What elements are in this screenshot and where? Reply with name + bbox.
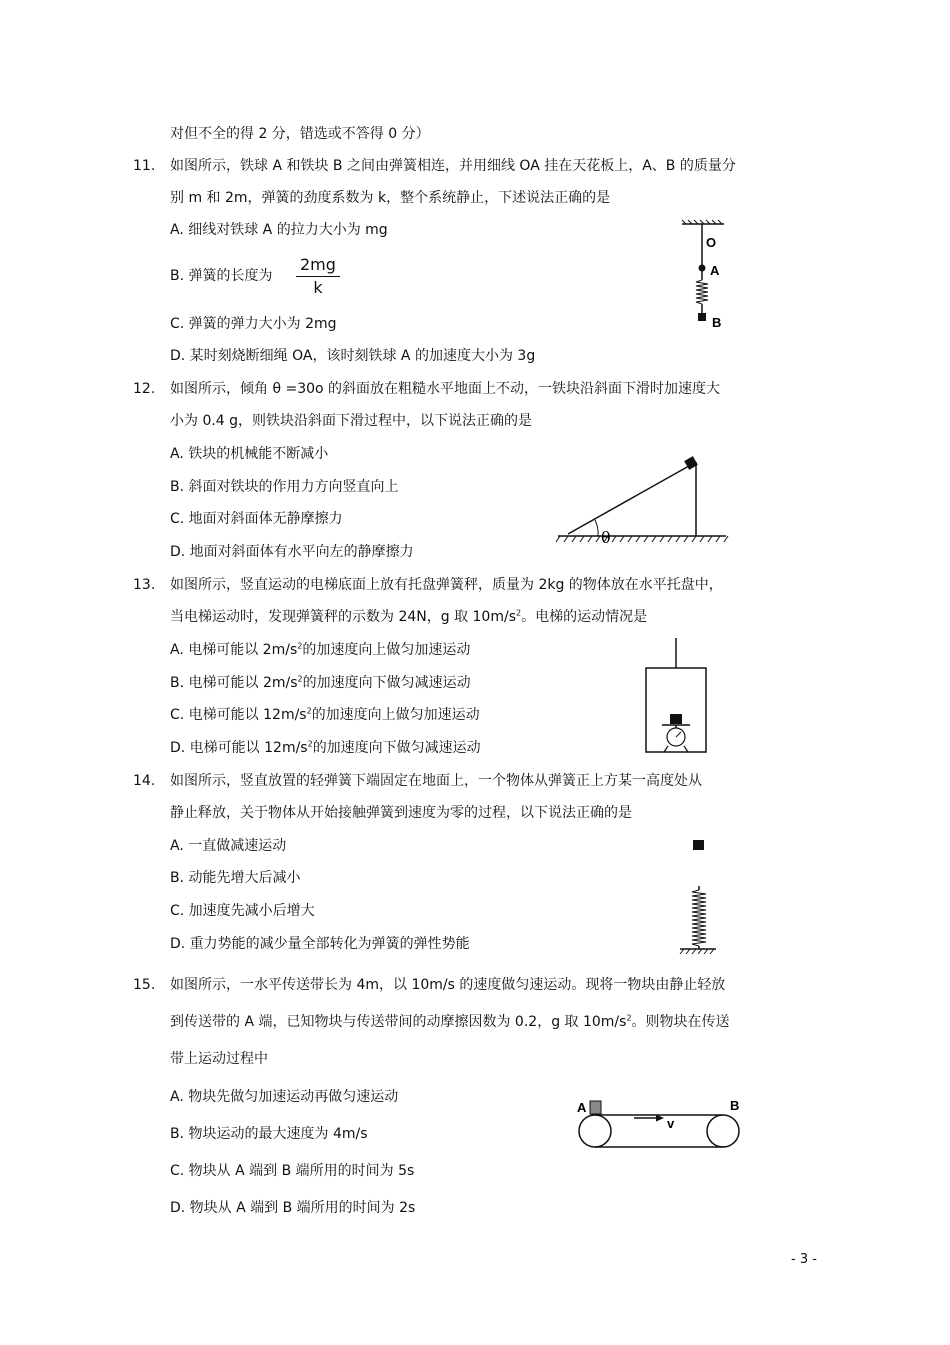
q15-option-b: B. 物块运动的最大速度为 4m/s <box>170 1126 368 1142</box>
q11-figure <box>680 220 740 335</box>
q15-option-a: A. 物块先做匀加速运动再做匀速运动 <box>170 1089 399 1105</box>
q11-label-b: B <box>712 315 722 330</box>
q11-stem-line2: 别 m 和 2m，弹簧的劲度系数为 k，整个系统静止，下述说法正确的是 <box>170 190 611 206</box>
q13-figure <box>644 638 708 756</box>
q11-option-b-fraction <box>296 254 340 299</box>
q12-stem-line1: 如图所示，倾角 θ =30o 的斜面放在粗糙水平地面上不动，一铁块沿斜面下滑时加速度大 <box>170 381 721 397</box>
page-number: - 3 - <box>791 1252 817 1267</box>
q11-number: 11. <box>133 158 156 174</box>
q14-stem-line1: 如图所示，竖直放置的轻弹簧下端固定在地面上，一个物体从弹簧正上方某一高度处从 <box>170 773 702 789</box>
q15-stem-line2: 到传送带的 A 端，已知物块与传送带间的动摩擦因数为 0.2，g 取 $10m/s^2$。则物块在传送 <box>170 1013 730 1030</box>
q15-stem-line1: 如图所示，一水平传送带长为 4m，以 10m/s 的速度做匀速运动。现将一物块由静止轻放 <box>170 977 726 993</box>
q15-number: 15. <box>133 977 156 993</box>
q11-option-a: A. 细线对铁球 A 的拉力大小为 mg <box>170 222 388 238</box>
q14-stem-line2: 静止释放，关于物体从开始接触弹簧到速度为零的过程，以下说法正确的是 <box>170 805 632 821</box>
q14-figure <box>676 838 720 958</box>
q15-label-v: v <box>667 1116 675 1131</box>
q12-option-a: A. 铁块的机械能不断减小 <box>170 446 329 462</box>
q15-label-b: B <box>730 1098 740 1113</box>
q12-option-d: D. 地面对斜面体有水平向左的静摩擦力 <box>170 544 414 560</box>
q14-option-a: A. 一直做减速运动 <box>170 838 287 854</box>
q11-option-d: D. 某时刻烧断细绳 OA，该时刻铁球 A 的加速度大小为 3g <box>170 348 536 364</box>
q13-number: 13. <box>133 577 156 593</box>
q12-option-c: C. 地面对斜面体无静摩擦力 <box>170 511 343 527</box>
q15-figure <box>574 1096 744 1152</box>
intro-line: 对但不全的得 2 分，错选或不答得 0 分） <box>170 126 430 142</box>
q14-option-d: D. 重力势能的减少量全部转化为弹簧的弹性势能 <box>170 936 470 952</box>
q11-option-c: C. 弹簧的弹力大小为 2mg <box>170 316 337 332</box>
fraction-numerator: 2mg <box>296 254 340 277</box>
q12-number: 12. <box>133 381 156 397</box>
q13-option-d: D. 电梯可能以 $12m/s^2$的加速度向下做匀减速运动 <box>170 739 481 756</box>
q11-stem-line1: 如图所示，铁球 A 和铁块 B 之间由弹簧相连，并用细线 OA 挂在天花板上，A、B 的质量分 <box>170 158 736 174</box>
q13-stem-line2: 当电梯运动时，发现弹簧秤的示数为 24N，g 取 $10m/s^2$。电梯的运动情况是 <box>170 608 648 625</box>
q12-theta-label: θ <box>601 528 611 547</box>
q13-stem-line1: 如图所示，竖直运动的电梯底面上放有托盘弹簧秤，质量为 2kg 的物体放在水平托盘中， <box>170 577 723 593</box>
q13-option-b: B. 电梯可能以 $2m/s^2$的加速度向下做匀减速运动 <box>170 674 471 691</box>
q13-option-c: C. 电梯可能以 $12m/s^2$的加速度向上做匀加速运动 <box>170 706 480 723</box>
q14-number: 14. <box>133 773 156 789</box>
q12-option-b: B. 斜面对铁块的作用力方向竖直向上 <box>170 479 399 495</box>
q13-option-a: A. 电梯可能以 $2m/s^2$的加速度向上做匀加速运动 <box>170 641 471 658</box>
q15-stem-line3: 带上运动过程中 <box>170 1051 268 1067</box>
q15-label-a: A <box>577 1100 587 1115</box>
q14-option-c: C. 加速度先减小后增大 <box>170 903 315 919</box>
q11-label-o: O <box>706 235 717 250</box>
q11-label-a: A <box>710 263 720 278</box>
fraction-denominator: k <box>313 278 323 297</box>
q12-stem-line2: 小为 0.4 g，则铁块沿斜面下滑过程中，以下说法正确的是 <box>170 413 533 429</box>
q12-figure <box>556 452 731 547</box>
q14-option-b: B. 动能先增大后减小 <box>170 870 301 886</box>
q11-option-b: B. 弹簧的长度为 <box>170 268 273 284</box>
q15-option-c: C. 物块从 A 端到 B 端所用的时间为 5s <box>170 1163 415 1179</box>
q15-option-d: D. 物块从 A 端到 B 端所用的时间为 2s <box>170 1200 416 1216</box>
